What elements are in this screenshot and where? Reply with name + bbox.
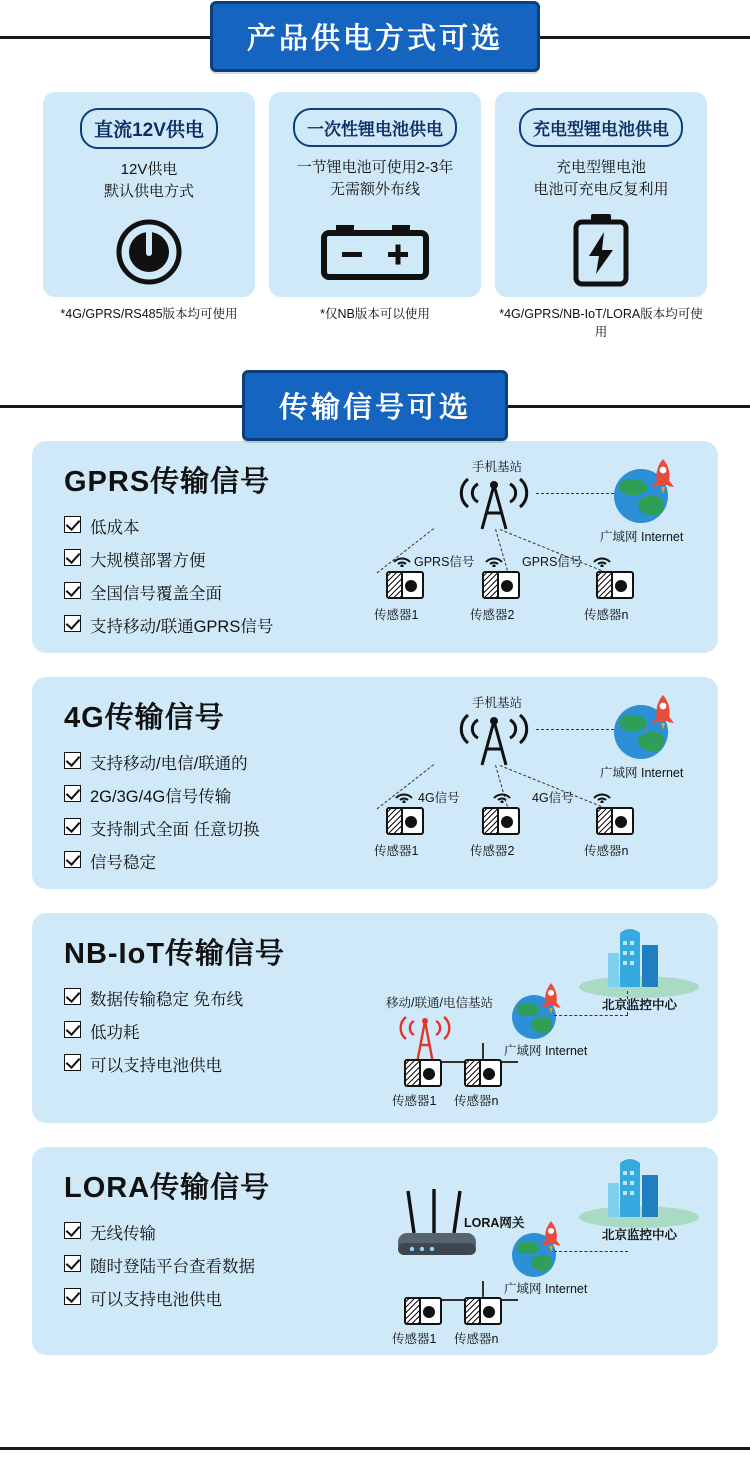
power-option-desc — [297, 157, 454, 201]
monitoring-center-icon — [574, 925, 704, 1001]
feature-item — [64, 816, 364, 840]
check-icon — [64, 752, 81, 769]
link-line — [536, 493, 614, 494]
feature-item — [64, 1019, 364, 1043]
sensor-label: 传感器n — [454, 1094, 499, 1108]
sensor-label: 传感器2 — [470, 608, 515, 622]
power-option-desc — [533, 157, 668, 201]
signal-wave-icon — [592, 551, 612, 567]
signal-diagram-4g — [364, 695, 696, 871]
link-label: GPRS信号 — [522, 555, 583, 569]
feature-label: 无线传输 — [90, 1225, 156, 1243]
signal-card-gprs — [32, 441, 718, 653]
power-option-note: *4G/GPRS/NB-IoT/LORA版本均可使用 — [499, 307, 703, 339]
check-icon — [64, 1021, 81, 1038]
feature-item — [64, 547, 364, 571]
sensor-icon — [404, 1059, 442, 1087]
feature-item — [64, 514, 364, 538]
signal-title: NB-IoT传输信号 — [64, 938, 286, 970]
check-icon — [64, 818, 81, 835]
power-option-desc-line1: 一节锂电池可使用2-3年 — [296, 159, 454, 176]
internet-label: 广域网 Internet — [600, 766, 684, 780]
footer-rule — [0, 1447, 750, 1450]
feature-item — [64, 783, 364, 807]
center-label: 北京监控中心 — [602, 998, 678, 1012]
power-button-icon — [113, 215, 185, 285]
power-option-rechargeable-lithium — [495, 92, 707, 341]
sensor-label: 传感器n — [454, 1332, 499, 1346]
sensor-label: 传感器1 — [374, 608, 419, 622]
link-label: GPRS信号 — [414, 555, 475, 569]
signal-info — [64, 695, 364, 871]
power-card — [495, 92, 707, 297]
power-option-title: 一次性锂电池供电 — [293, 108, 457, 147]
signal-wave-icon — [492, 787, 512, 803]
signal-diagram-lora — [364, 1165, 696, 1346]
check-icon — [64, 615, 81, 632]
feature-label: 全国信号覆盖全面 — [90, 585, 222, 603]
sensor-label: 传感器1 — [392, 1332, 437, 1346]
sensor-icon — [482, 807, 520, 835]
check-icon — [64, 549, 81, 566]
rocket-icon — [646, 693, 680, 733]
feature-label: 低功耗 — [90, 1024, 140, 1042]
feature-item — [64, 986, 364, 1010]
signal-wave-icon — [484, 551, 504, 567]
power-options-row — [0, 72, 750, 341]
feature-label: 随时登陆平台查看数据 — [90, 1258, 255, 1276]
feature-label: 低成本 — [90, 519, 140, 537]
sensor-label: 传感器1 — [392, 1094, 437, 1108]
signal-info — [64, 1165, 364, 1337]
power-option-note: *仅NB版本可以使用 — [320, 307, 430, 321]
link-label: 4G信号 — [532, 791, 574, 805]
feature-item — [64, 1220, 364, 1244]
signal-info — [64, 931, 364, 1105]
cell-tower-icon — [452, 709, 536, 769]
feature-item — [64, 580, 364, 604]
rocket-icon — [536, 981, 566, 1017]
sensor-label: 传感器n — [584, 608, 629, 622]
power-option-desc — [104, 159, 194, 203]
sensor-icon — [464, 1297, 502, 1325]
sensor-icon — [464, 1059, 502, 1087]
feature-item — [64, 849, 364, 873]
car-battery-icon — [320, 215, 430, 285]
cell-tower-icon — [452, 473, 536, 533]
power-option-primary-lithium — [269, 92, 481, 341]
feature-item — [64, 1253, 364, 1277]
internet-label: 广域网 Internet — [504, 1044, 588, 1058]
feature-label: 支持移动/联通GPRS信号 — [90, 618, 274, 636]
signal-title: GPRS传输信号 — [64, 466, 271, 498]
feature-label: 2G/3G/4G信号传输 — [90, 788, 232, 806]
power-option-desc-line2: 无需额外布线 — [329, 180, 420, 198]
monitoring-center-icon — [574, 1155, 704, 1231]
sensor-icon — [404, 1297, 442, 1325]
link-label: 4G信号 — [418, 791, 460, 805]
center-label: 北京监控中心 — [602, 1228, 678, 1242]
tower-label: 移动/联通/电信基站 — [386, 996, 493, 1010]
power-option-desc-line2: 默认供电方式 — [103, 182, 194, 200]
feature-item — [64, 1052, 364, 1076]
sensor-label: 传感器n — [584, 844, 629, 858]
tower-label: 手机基站 — [472, 460, 523, 474]
feature-label: 信号稳定 — [90, 854, 156, 872]
feature-label: 数据传输稳定 免布线 — [90, 991, 244, 1009]
sensor-icon — [386, 571, 424, 599]
feature-label: 大规模部署方便 — [90, 552, 206, 570]
power-option-note: *4G/GPRS/RS485版本均可使用 — [60, 307, 238, 321]
signal-wave-icon — [592, 787, 612, 803]
feature-label: 支持移动/电信/联通的 — [90, 755, 248, 773]
sensor-icon — [386, 807, 424, 835]
signal-wave-icon — [392, 551, 412, 567]
sensor-label: 传感器2 — [470, 844, 515, 858]
signal-diagram-gprs — [364, 459, 696, 635]
check-icon — [64, 988, 81, 1005]
check-icon — [64, 1288, 81, 1305]
feature-item — [64, 613, 364, 637]
check-icon — [64, 1222, 81, 1239]
feature-item — [64, 750, 364, 774]
signal-diagram-nbiot — [364, 931, 696, 1108]
power-option-desc-line1: 12V供电 — [120, 161, 178, 178]
check-icon — [64, 1255, 81, 1272]
sensor-label: 传感器1 — [374, 844, 419, 858]
signal-heading-label: 传输信号可选 — [242, 370, 508, 441]
tower-label: 手机基站 — [472, 696, 523, 710]
check-icon — [64, 785, 81, 802]
rocket-icon — [536, 1219, 566, 1255]
check-icon — [64, 851, 81, 868]
feature-label: 可以支持电池供电 — [90, 1057, 222, 1075]
sensor-icon — [596, 807, 634, 835]
signal-card-nbiot — [32, 913, 718, 1123]
check-icon — [64, 582, 81, 599]
check-icon — [64, 1054, 81, 1071]
gateway-label: LORA网关 — [464, 1216, 525, 1230]
rocket-icon — [646, 457, 680, 497]
link-line — [627, 991, 628, 1015]
signal-card-4g — [32, 677, 718, 889]
sensor-icon — [482, 571, 520, 599]
feature-label: 可以支持电池供电 — [90, 1291, 222, 1309]
feature-item — [64, 1286, 364, 1310]
signal-section-heading — [0, 369, 750, 441]
power-section-heading — [0, 0, 750, 72]
internet-label: 广域网 Internet — [504, 1282, 588, 1296]
signal-title: 4G传输信号 — [64, 702, 225, 734]
power-option-title: 直流12V供电 — [80, 108, 218, 149]
power-option-desc-line2: 电池可充电反复利用 — [533, 180, 669, 198]
power-card — [43, 92, 255, 297]
internet-label: 广域网 Internet — [600, 530, 684, 544]
feature-label: 支持制式全面 任意切换 — [90, 821, 260, 839]
signal-title: LORA传输信号 — [64, 1172, 271, 1204]
rechargeable-battery-icon — [571, 215, 631, 285]
power-heading-label: 产品供电方式可选 — [210, 1, 540, 72]
power-option-title: 充电型锂电池供电 — [519, 108, 683, 147]
check-icon — [64, 516, 81, 533]
link-line — [536, 729, 614, 730]
signal-card-lora — [32, 1147, 718, 1355]
power-option-desc-line1: 充电型锂电池 — [555, 159, 646, 176]
sensor-icon — [596, 571, 634, 599]
power-card — [269, 92, 481, 297]
link-line — [554, 1251, 628, 1252]
signal-info — [64, 459, 364, 635]
signal-wave-icon — [394, 787, 414, 803]
link-line — [554, 1015, 628, 1016]
power-option-dc12v — [43, 92, 255, 341]
